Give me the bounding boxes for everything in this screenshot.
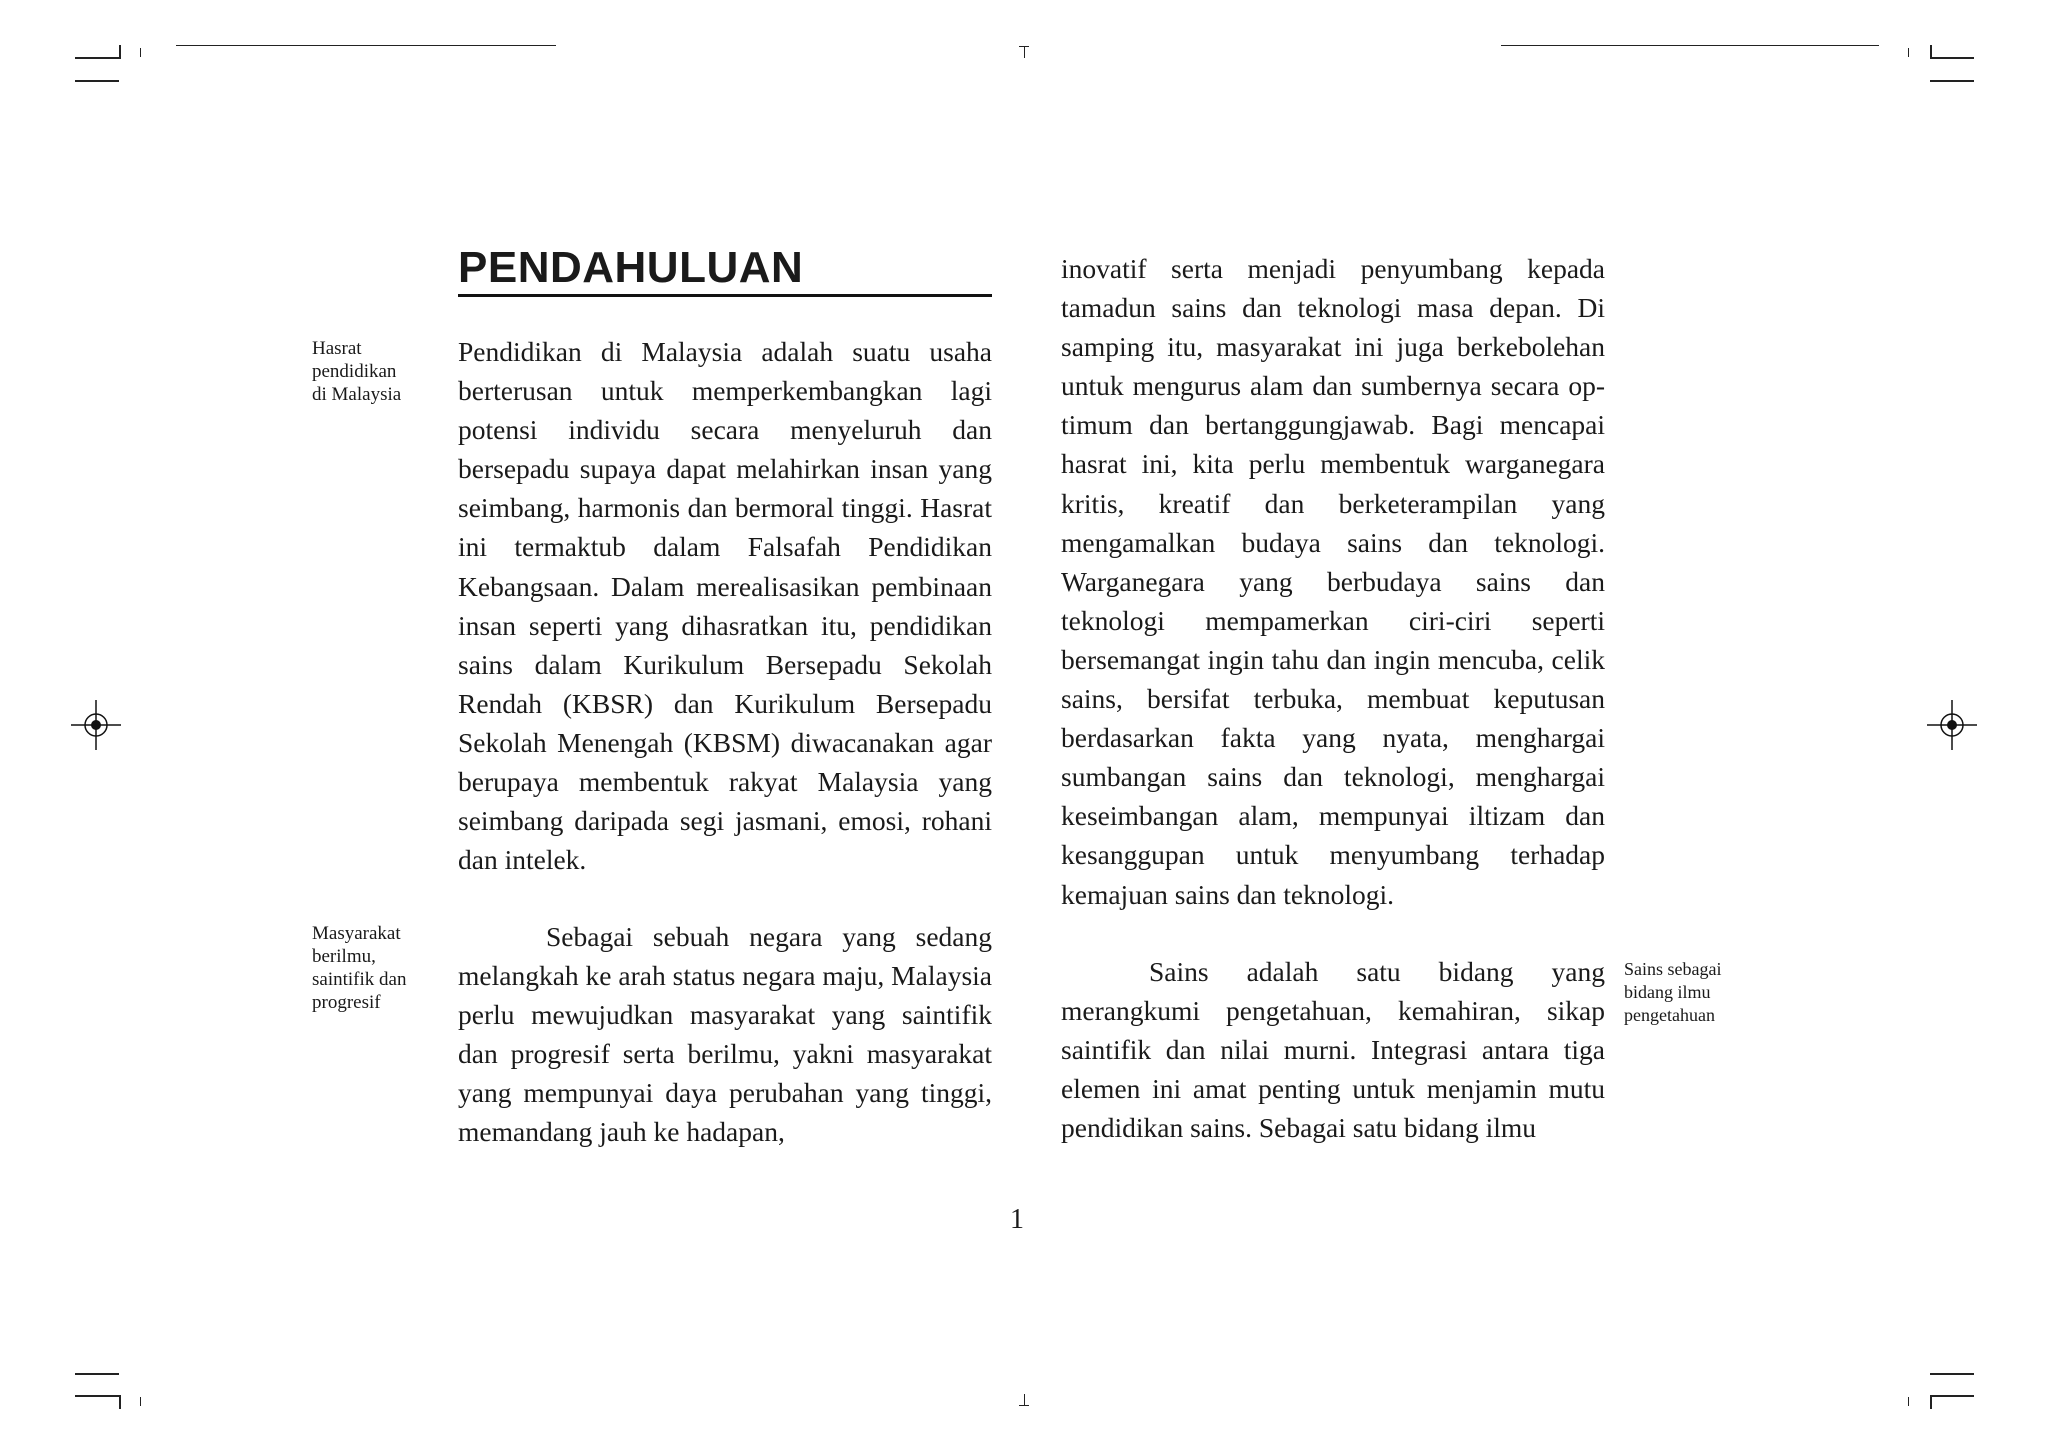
crop-mark-tl-tick xyxy=(140,48,141,57)
crop-mark-tl-v xyxy=(119,45,121,59)
paragraph-science-field: Sains adalah satu bidang yang merangkumi pengetahuan, kemahiran, sikap saintifik dan nilai murni. Integrasi antara tiga elemen ini amat penting untuk menjamin mutu pendidikan sains. Sebagai satu bidang ilmu xyxy=(1061,956,1605,1144)
crop-mark-tr-tick xyxy=(1908,48,1909,57)
crop-mark-tl-h2 xyxy=(75,80,119,82)
crop-mark-bl-tick xyxy=(140,1397,141,1406)
sidenote-aspiration: Hasrat pendidikan di Malaysia xyxy=(312,338,402,405)
sidenote-science: Sains sebagai bidang ilmu pengetahuan xyxy=(1624,959,1722,1025)
registration-mark-right-icon xyxy=(1927,700,1977,750)
registration-mark-left-icon xyxy=(71,700,121,750)
crop-mark-top-center-v xyxy=(1024,46,1025,58)
crop-mark-bl-v xyxy=(119,1395,121,1409)
page-number: 1 xyxy=(1010,1204,1024,1235)
sidenote-society: Masyarakat berilmu, saintifik dan progresif xyxy=(312,923,407,1013)
page-title: PENDAHULUAN xyxy=(458,246,992,297)
crop-mark-tl-h1 xyxy=(75,57,119,59)
crop-mark-tr-h2 xyxy=(1930,80,1974,82)
paragraph-progressive-society: Sebagai sebuah negara yang sedang melangkah ke arah status negara maju, Malaysia perlu mewujudkan masyarakat yang saintifik dan progresif serta berilmu, yakni masyarakat yang mempunyai daya perubahan yang tinggi, memandang jauh ke hadapan, xyxy=(458,921,992,1148)
crop-mark-bl-h2 xyxy=(75,1395,119,1397)
paragraph-citizens-culture: inovatif serta menjadi penyumbang kepada tamadun sains dan teknologi masa depan. Di samping itu, masyarakat ini juga berkebolehan untuk mengurus alam dan sumbernya secara op-timum dan bertanggungjawab. Bagi mencapai hasrat ini, kita perlu membentuk warganegara kritis, kreatif dan berketerampilan yang mengamalkan budaya sains dan teknologi. Warganegara yang berbudaya sains dan teknologi mempamerkan ciri-ciri seperti bersemangat ingin tahu dan ingin mencuba, celik sains, bersifat terbuka, membuat keputusan berdasarkan fakta yang nyata, menghargai sumbangan sains dan teknologi, menghargai keseimbangan alam, mempunyai iltizam dan kesanggupan untuk menyumbang terhadap kemajuan sains dan teknologi. xyxy=(1061,253,1605,910)
paragraph-education-aspiration: Pendidikan di Malaysia adalah suatu usaha berterusan untuk memperkembangkan lagi potensi individu secara menyeluruh dan bersepadu supaya dapat melahirkan insan yang seimbang, harmonis dan bermoral tinggi. Hasrat ini termaktub dalam Falsafah Pendidikan Kebangsaan. Dalam merealisasikan pembinaan insan seperti yang dihasratkan itu, pendidikan sains dalam Kurikulum Bersepadu Sekolah Rendah (KBSR) dan Kurikulum Bersepadu Sekolah Menengah (KBSM) diwacanakan agar berupaya membentuk rakyat Malaysia yang seimbang daripada segi jasmani, emosi, rohani dan intelek. xyxy=(458,336,992,876)
crop-mark-tr-h1 xyxy=(1930,57,1974,59)
crop-mark-br-v xyxy=(1930,1395,1932,1409)
crop-mark-br-tick xyxy=(1908,1397,1909,1406)
crop-mark-bottom-center-h xyxy=(1019,1405,1029,1406)
header-rule-left xyxy=(176,45,556,46)
header-rule-right xyxy=(1501,45,1879,46)
crop-mark-bl-h1 xyxy=(75,1373,119,1375)
crop-mark-br-h1 xyxy=(1930,1373,1974,1375)
crop-mark-br-h2 xyxy=(1930,1395,1974,1397)
